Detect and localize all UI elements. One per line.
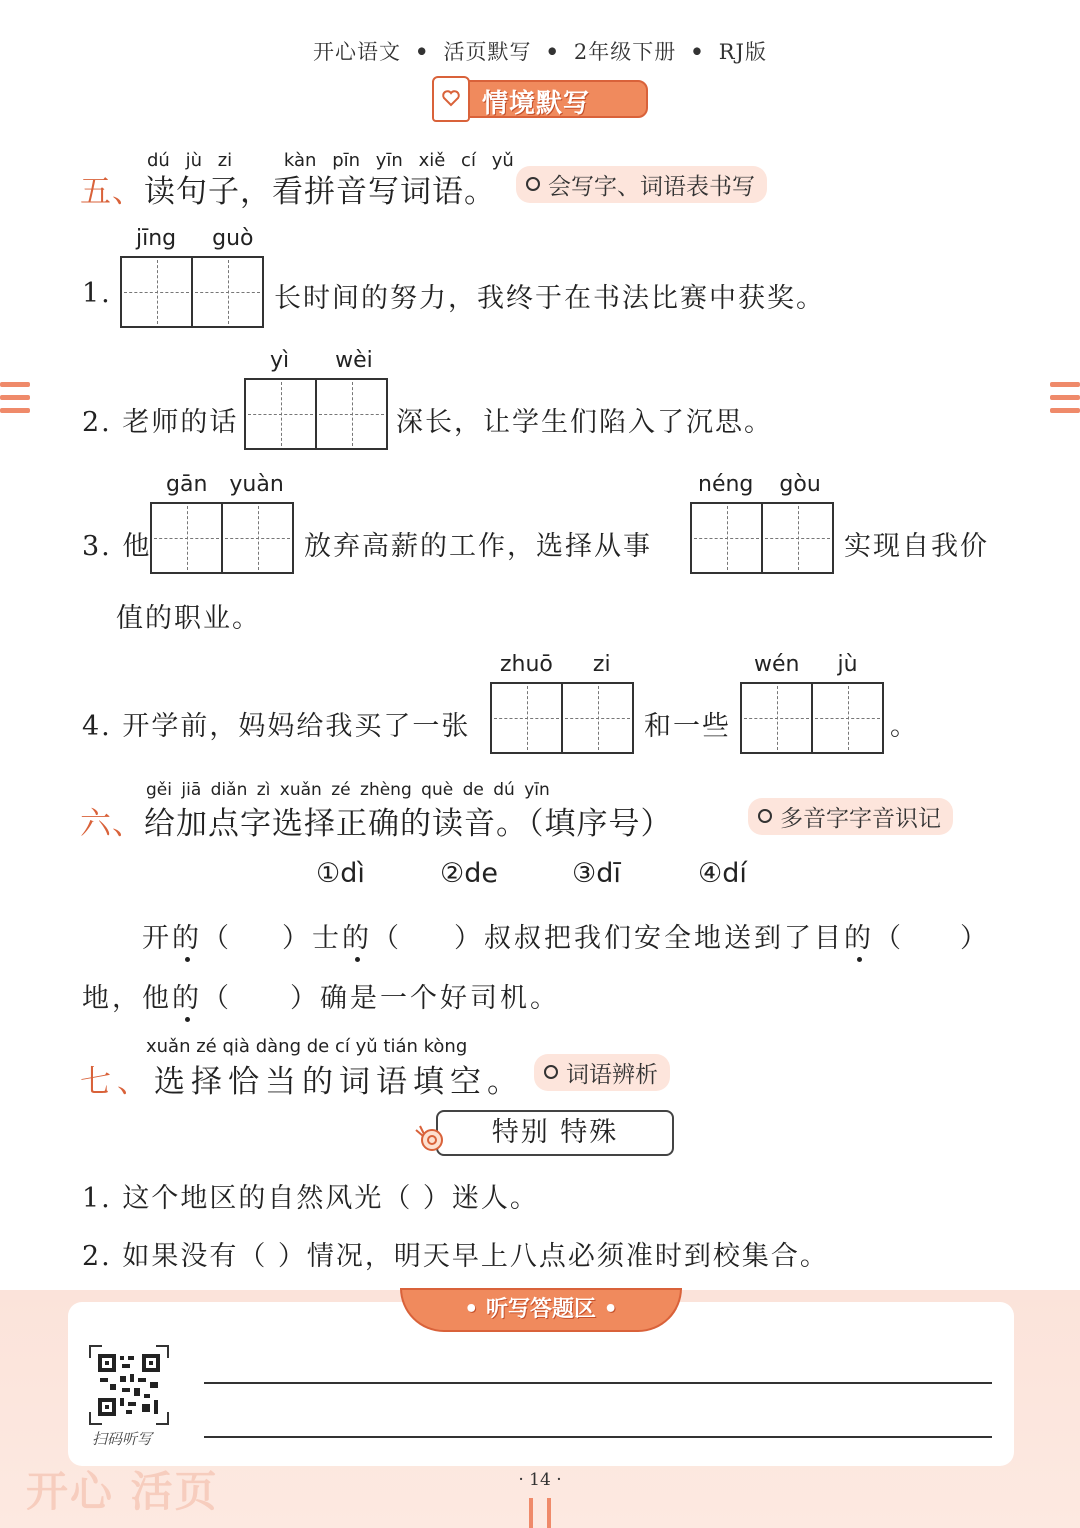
q4-pinyin-2: wén jù bbox=[754, 652, 858, 677]
q1-text: 长时间的努力，我终于在书法比赛中获奖。 bbox=[274, 283, 825, 314]
section5-title: 五、读句子，看拼音写词语。 bbox=[80, 174, 496, 210]
q3-answer-grid-1[interactable] bbox=[150, 502, 294, 574]
target-icon bbox=[544, 1065, 558, 1079]
answer-write-line[interactable] bbox=[204, 1382, 992, 1384]
section5-pinyin: dú jù zi kàn pīn yīn xiě cí yǔ bbox=[147, 150, 514, 171]
header-separator: • bbox=[415, 39, 430, 64]
series-header bbox=[0, 36, 1080, 66]
word-choice-box: 特别 特殊 bbox=[436, 1110, 674, 1156]
q4-text-before: 4. 开学前，妈妈给我买了一张 bbox=[82, 711, 471, 742]
answer-write-line[interactable] bbox=[204, 1436, 992, 1438]
target-icon bbox=[526, 177, 540, 191]
dotted-char: 的 bbox=[172, 983, 202, 1014]
section6-pinyin: gěi jiā diǎn zì xuǎn zé zhèng què de dú yīn bbox=[146, 780, 550, 800]
q3-pinyin-2: néng gòu bbox=[698, 472, 821, 497]
q1-answer-grid[interactable] bbox=[120, 256, 264, 328]
section6-tag: 多音字字音识记 bbox=[748, 798, 953, 835]
q3-pinyin-1: gān yuàn bbox=[166, 472, 284, 497]
section5-tag: 会写字、词语表书写 bbox=[516, 166, 767, 203]
reading-option-3: ③dī bbox=[572, 858, 621, 889]
binding-mark-bottom bbox=[547, 1498, 551, 1528]
section7-pinyin: xuǎn zé qià dàng de cí yǔ tián kòng bbox=[146, 1036, 468, 1057]
header-separator: • bbox=[690, 39, 705, 64]
q3-text-before: 3. 他 bbox=[82, 531, 152, 562]
banner-label: 情境默写 bbox=[482, 89, 591, 119]
q3-text-middle: 放弃高薪的工作，选择从事 bbox=[304, 531, 652, 562]
section6-title: 六、给加点字选择正确的读音。（填序号） bbox=[80, 806, 673, 842]
q4-text-after: 。 bbox=[890, 711, 919, 742]
q2-answer-grid[interactable] bbox=[244, 378, 388, 450]
q2-text-before: 2. 老师的话 bbox=[82, 407, 239, 438]
q3-text-after: 实现自我价 bbox=[844, 531, 989, 562]
q4-answer-grid-1[interactable] bbox=[490, 682, 634, 754]
snail-icon bbox=[412, 1120, 446, 1158]
dotted-char: 的 bbox=[342, 923, 372, 954]
dotted-char: 的 bbox=[172, 923, 202, 954]
binding-mark-bottom bbox=[529, 1498, 533, 1528]
section7-q1: 1. 这个地区的自然风光（ ）迷人。 bbox=[82, 1183, 539, 1214]
binding-mark-right bbox=[1050, 382, 1080, 416]
q4-pinyin-1: zhuō zi bbox=[500, 652, 611, 677]
dotted-char: 的 bbox=[844, 923, 874, 954]
dictation-answer-tab: • 听写答题区 • bbox=[400, 1288, 682, 1332]
section-banner bbox=[432, 80, 648, 118]
page-number: · 14 · bbox=[518, 1470, 562, 1490]
reading-option-2: ②de bbox=[440, 858, 498, 889]
q3-answer-grid-2[interactable] bbox=[690, 502, 834, 574]
binding-mark-left bbox=[0, 382, 30, 416]
header-part: RJ版 bbox=[718, 40, 767, 64]
q3-text-line2: 值的职业。 bbox=[116, 603, 261, 634]
header-part: 开心语文 bbox=[313, 40, 402, 64]
section7-q2: 2. 如果没有（ ）情况，明天早上八点必须准时到校集合。 bbox=[82, 1241, 829, 1272]
q2-pinyin: yì wèi bbox=[270, 348, 373, 373]
q4-answer-grid-2[interactable] bbox=[740, 682, 884, 754]
q1-number: 1. bbox=[82, 278, 112, 309]
brand-watermark-logo: 开心 活页 bbox=[26, 1467, 219, 1516]
header-separator: • bbox=[545, 39, 560, 64]
reading-option-1: ①dì bbox=[316, 858, 365, 889]
header-part: 2年级下册 bbox=[573, 40, 677, 64]
reading-option-4: ④dí bbox=[698, 858, 747, 889]
heart-book-icon bbox=[432, 76, 470, 122]
q1-pinyin: jīng guò bbox=[136, 226, 254, 251]
target-icon bbox=[758, 809, 772, 823]
section7-tag: 词语辨析 bbox=[534, 1054, 670, 1091]
qr-code-icon[interactable] bbox=[96, 1352, 162, 1418]
qr-label: 扫码听写 bbox=[92, 1430, 153, 1448]
q2-text-after: 深长，让学生们陷入了沉思。 bbox=[396, 407, 773, 438]
section6-sentence-line1: 开的（ ）士的（ ）叔叔把我们安全地送到了目的（ ） bbox=[142, 923, 990, 954]
section7-title: 七、选择恰当的词语填空。 bbox=[80, 1064, 524, 1100]
section6-sentence-line2: 地，他的（ ）确是一个好司机。 bbox=[82, 983, 560, 1014]
q4-text-middle: 和一些 bbox=[644, 711, 731, 742]
header-part: 活页默写 bbox=[443, 40, 532, 64]
